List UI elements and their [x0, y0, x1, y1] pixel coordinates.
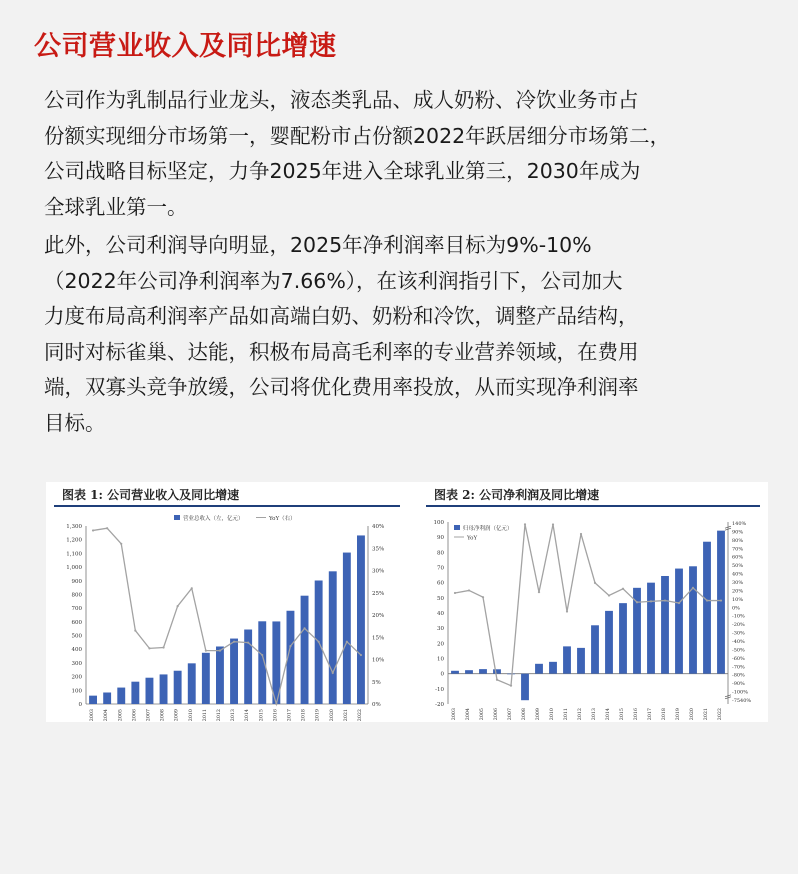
paragraph-line: 全球乳业第一。 [44, 194, 188, 219]
figure-2-title: 图表 2: 公司净利润及同比增速 [434, 488, 600, 502]
x-tick-label: 2006 [132, 709, 138, 722]
figures-panel [46, 482, 768, 722]
right-tick-label: 30% [372, 568, 385, 575]
net-profit-bar [507, 674, 515, 675]
x-tick-label: 2011 [202, 709, 208, 722]
revenue-bar [89, 696, 97, 704]
yoy-point [678, 602, 680, 604]
x-tick-label: 2005 [480, 708, 485, 721]
yoy-point [318, 641, 320, 643]
x-tick-label: 2015 [620, 708, 625, 721]
right-tick-label: -80% [732, 672, 745, 679]
paragraph-line: 目标。 [44, 410, 106, 435]
net-profit-bar [661, 576, 669, 674]
net-profit-chart [418, 482, 768, 722]
left-tick-label: 100 [433, 520, 444, 526]
yoy-point [454, 592, 456, 594]
paragraph-line: 份额实现细分市场第一，婴配粉市占份额2022年跃居细分市场第二， [44, 123, 671, 148]
net-profit-bar [451, 671, 459, 674]
yoy-point [496, 679, 498, 681]
x-tick-label: 2019 [676, 708, 681, 721]
yoy-point [664, 599, 666, 601]
right-tick-label: -30% [732, 630, 745, 637]
revenue-bar [216, 646, 224, 704]
x-tick-label: 2017 [287, 709, 293, 722]
right-tick-label: 25% [372, 590, 385, 597]
right-tick-label: 0% [732, 605, 740, 612]
x-tick-label: 2010 [188, 709, 194, 722]
right-tick-label: -20% [732, 622, 745, 629]
net-profit-bar [479, 669, 487, 674]
left-tick-label: 400 [71, 647, 82, 654]
right-tick-label: 5% [372, 679, 381, 686]
left-tick-label: 1,100 [66, 551, 82, 558]
left-tick-label: -10 [435, 686, 444, 693]
net-profit-bar [647, 583, 655, 674]
net-profit-bar [493, 669, 501, 673]
yoy-point [622, 588, 624, 590]
right-tick-label: 15% [372, 635, 385, 642]
yoy-point [247, 641, 249, 643]
revenue-bar [146, 678, 154, 704]
yoy-point [106, 527, 108, 529]
yoy-point [275, 703, 277, 705]
yoy-point [692, 587, 694, 589]
net-profit-bar [605, 611, 613, 674]
right-tick-label: 140% [732, 521, 747, 527]
revenue-chart [46, 482, 408, 722]
revenue-bar [131, 682, 139, 704]
revenue-bar [160, 674, 168, 704]
yoy-point [594, 582, 596, 584]
net-profit-bar [535, 664, 543, 674]
net-profit-bar [703, 542, 711, 674]
figure-1-title: 图表 1: 公司营业收入及同比增速 [62, 488, 240, 502]
paragraph-line: 公司作为乳制品行业龙头，液态类乳品、成人奶粉、冷饮业务市占 [44, 88, 639, 112]
net-profit-bar [563, 646, 571, 673]
right-tick-label: 10% [732, 596, 744, 603]
revenue-bar [202, 653, 210, 704]
paragraph-2 [44, 228, 774, 441]
yoy-point [720, 599, 722, 601]
yoy-point [134, 629, 136, 631]
right-tick-label: 40% [372, 524, 385, 530]
yoy-point [92, 529, 94, 531]
right-tick-label: -40% [732, 639, 745, 645]
right-tick-label: -60% [732, 655, 745, 662]
figure-2 [418, 482, 768, 722]
left-tick-label: 600 [71, 619, 82, 626]
left-tick-label: 70 [437, 565, 444, 572]
yoy-point [468, 589, 470, 591]
net-profit-bar [549, 662, 557, 674]
x-tick-label: 2013 [592, 708, 597, 721]
x-tick-label: 2020 [329, 709, 335, 722]
paragraph-line: 端，双寡头竞争放缓，公司将优化费用率投放，从而实现净利润率 [44, 375, 639, 399]
net-profit-bar [675, 569, 683, 674]
figure-1 [46, 482, 408, 722]
left-tick-label: 90 [437, 535, 444, 542]
yoy-point [303, 627, 305, 629]
yoy-point [233, 641, 235, 643]
left-tick-label: 50 [437, 595, 444, 602]
yoy-point [205, 650, 207, 652]
x-tick-label: 2021 [704, 708, 709, 721]
net-profit-bar [465, 670, 473, 673]
x-tick-label: 2003 [90, 709, 96, 722]
right-tick-label: -50% [732, 647, 745, 654]
revenue-bar [244, 630, 252, 704]
left-tick-label: 100 [71, 688, 82, 695]
net-profit-bar [633, 588, 641, 674]
yoy-point [552, 523, 554, 525]
right-tick-label: 35% [372, 546, 385, 553]
left-tick-label: 900 [71, 578, 82, 585]
left-tick-label: 200 [71, 674, 82, 681]
left-tick-label: 1,000 [66, 565, 82, 572]
x-tick-label: 2009 [536, 708, 541, 721]
x-tick-label: 2016 [634, 708, 639, 721]
net-profit-bar [619, 603, 627, 674]
left-tick-label: 500 [71, 633, 82, 640]
x-tick-label: 2008 [160, 709, 166, 722]
revenue-bar [174, 671, 182, 704]
x-tick-label: 2014 [606, 708, 611, 721]
yoy-point [289, 645, 291, 647]
net-profit-bar [577, 648, 585, 674]
yoy-point [524, 523, 526, 525]
paragraph-line: （2022年公司净利润率为7.66%），在该利润指引下，公司加大 [44, 268, 623, 293]
right-tick-label: 40% [732, 571, 744, 578]
x-tick-label: 2015 [259, 709, 265, 722]
right-tick-label: 50% [732, 563, 744, 570]
x-tick-label: 2010 [550, 708, 555, 721]
left-tick-label: 300 [71, 660, 82, 667]
x-tick-label: 2007 [146, 709, 152, 722]
yoy-point [177, 605, 179, 607]
revenue-bar [301, 596, 309, 704]
left-tick-label: 10 [437, 656, 444, 663]
x-tick-label: 2016 [273, 709, 279, 722]
x-tick-label: 2022 [357, 709, 363, 722]
x-tick-label: 2012 [578, 708, 583, 721]
legend-line-label: YoY [467, 535, 478, 542]
x-tick-label: 2020 [690, 708, 695, 721]
left-tick-label: 1,200 [66, 537, 82, 544]
right-tick-label: -90% [732, 681, 745, 688]
paragraph-line: 力度布局高利润率产品如高端白奶、奶粉和冷饮，调整产品结构， [44, 304, 639, 328]
paragraph-1 [44, 83, 774, 225]
paragraph-line: 同时对标雀巢、达能，积极布局高毛利率的专业营养领域，在费用 [44, 339, 639, 364]
legend-bar-label: 营业总收入（左，亿元） [183, 516, 244, 522]
net-profit-bar [689, 566, 697, 673]
legend-bar-swatch [454, 525, 460, 530]
net-profit-bar [591, 625, 599, 673]
legend-line-label: YoY（右） [269, 516, 296, 522]
x-tick-label: 2004 [104, 709, 110, 722]
left-tick-label: -20 [435, 702, 444, 708]
right-tick-label: 0% [372, 702, 381, 708]
net-profit-bar [717, 531, 725, 674]
yoy-point [482, 596, 484, 598]
revenue-bar [188, 663, 196, 704]
x-tick-label: 2021 [343, 709, 349, 722]
revenue-bar [230, 639, 238, 704]
paragraph-line: 公司战略目标坚定，力争2025年进入全球乳业第三，2030年成为 [44, 159, 641, 183]
left-tick-label: 20 [437, 641, 444, 648]
x-tick-label: 2008 [522, 708, 527, 721]
left-tick-label: 0 [440, 671, 444, 678]
right-tick-label: -10% [732, 613, 745, 620]
x-tick-label: 2014 [245, 709, 251, 722]
right-tick-label: -100% [732, 689, 748, 696]
revenue-bar [357, 535, 365, 704]
page-title: 公司营业收入及同比增速 [34, 31, 337, 62]
yoy-point [219, 650, 221, 652]
revenue-bar [343, 553, 351, 704]
right-tick-label: 10% [372, 657, 385, 664]
yoy-point [360, 654, 362, 656]
yoy-point [636, 601, 638, 603]
left-tick-label: 0 [78, 702, 82, 708]
left-tick-label: 60 [437, 580, 444, 587]
left-tick-label: 80 [437, 550, 444, 557]
yoy-point [706, 599, 708, 601]
x-tick-label: 2017 [648, 708, 653, 721]
yoy-point [346, 641, 348, 643]
right-tick-label: 30% [732, 580, 744, 586]
legend-bar-swatch [174, 515, 180, 520]
x-tick-label: 2013 [231, 709, 237, 722]
right-tick-label: 90% [732, 529, 744, 536]
legend-bar-label: 归母净利润（亿元） [463, 526, 513, 532]
x-tick-label: 2009 [174, 709, 180, 722]
left-tick-label: 40 [437, 611, 444, 617]
yoy-point [650, 600, 652, 602]
right-tick-label: 20% [372, 613, 385, 619]
x-tick-label: 2004 [466, 708, 471, 721]
revenue-bar [103, 692, 111, 704]
right-tick-label: -7540% [732, 698, 752, 704]
left-tick-label: 700 [71, 606, 82, 613]
right-tick-label: 70% [732, 546, 744, 553]
x-tick-label: 2018 [662, 708, 667, 721]
right-tick-label: 80% [732, 537, 744, 544]
right-tick-label: 60% [732, 554, 744, 561]
x-tick-label: 2022 [718, 708, 723, 721]
x-tick-label: 2012 [216, 709, 222, 722]
revenue-bar [117, 688, 125, 704]
x-tick-label: 2019 [315, 709, 321, 722]
yoy-point [162, 646, 164, 648]
yoy-point [148, 647, 150, 649]
x-tick-label: 2011 [564, 708, 569, 721]
left-tick-label: 800 [71, 592, 82, 599]
revenue-bar [329, 571, 337, 704]
yoy-point [120, 543, 122, 545]
right-tick-label: -70% [732, 664, 745, 671]
x-tick-label: 2003 [452, 708, 457, 721]
yoy-point [261, 654, 263, 656]
yoy-point [191, 587, 193, 589]
yoy-point [332, 672, 334, 674]
yoy-point [566, 610, 568, 612]
right-tick-label: 20% [732, 588, 744, 595]
x-tick-label: 2006 [494, 708, 499, 721]
left-tick-label: 1,300 [66, 524, 82, 530]
x-tick-label: 2005 [118, 709, 124, 722]
yoy-point [538, 591, 540, 593]
x-tick-label: 2007 [508, 708, 513, 721]
yoy-point [580, 533, 582, 535]
paragraph-line: 此外，公司利润导向明显，2025年净利润率目标为9%-10% [44, 233, 592, 257]
yoy-point [608, 594, 610, 596]
left-tick-label: 30 [437, 626, 444, 633]
net-profit-bar [521, 674, 529, 701]
x-tick-label: 2018 [301, 709, 307, 722]
yoy-point [510, 685, 512, 687]
